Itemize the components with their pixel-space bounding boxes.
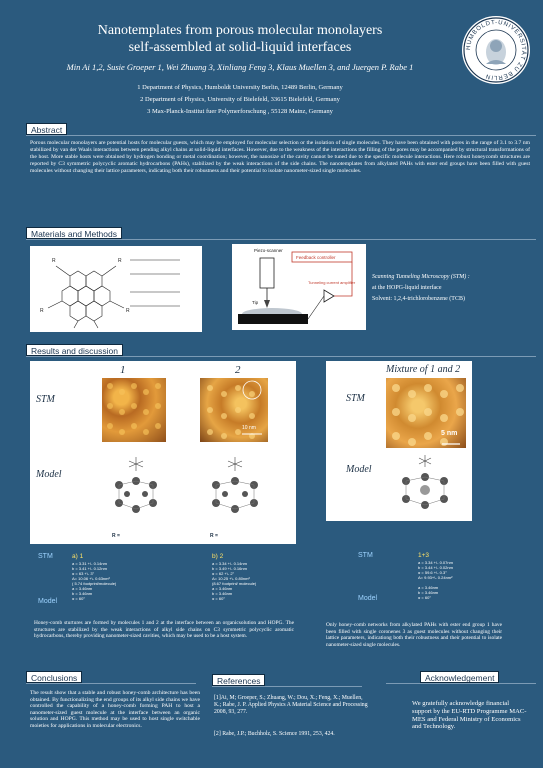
data-model-tag-1: Model bbox=[38, 598, 58, 605]
data3-b: b = 3.44 +\- 0.02nm bbox=[418, 565, 453, 570]
authors: Min Ai 1,2, Susie Groeper 1, Wei Zhuang 3, Xinliang Feng 3, Klaus Muellen 3, and Juergen P. Rabe 1 bbox=[66, 62, 414, 72]
data2-model-b: b = 3.46nm bbox=[212, 591, 233, 596]
data2-alpha: α = 62 +\- 2° bbox=[212, 571, 235, 576]
data1-footprint: ( 5.74 footprint/molecule) bbox=[72, 581, 117, 586]
acknowledgement-text: We gratefully acknowledge financial support by the EU-RTD Programme MAC-MES and Federal Ministry of Economics and Technology. bbox=[412, 700, 527, 731]
molecule-structures-image bbox=[30, 246, 202, 332]
svg-text:R: R bbox=[118, 258, 122, 264]
stm-method-line1: at the HOPG-liquid interface bbox=[372, 285, 442, 291]
stm-setup-diagram bbox=[232, 244, 366, 330]
piezo-label: Piezo-scanner bbox=[254, 248, 283, 253]
data1-area: A= 10.06 +\- 0.63nm² bbox=[72, 576, 110, 581]
conclusions-label: Conclusions bbox=[26, 671, 82, 683]
data2-model-alpha: α = 60° bbox=[212, 596, 225, 601]
data1-model-alpha: α = 60° bbox=[72, 596, 85, 601]
svg-text:R: R bbox=[40, 308, 44, 314]
data2-model-a: a = 3.46nm bbox=[212, 586, 233, 591]
data1-b: b = 3.41 +\- 0.12nm bbox=[72, 566, 107, 571]
r-formula-2: R = bbox=[210, 533, 218, 539]
data2-b: b = 3.49 +\- 0.16nm bbox=[212, 566, 247, 571]
results-caption-left: Honey-comb sturtures are formed by molecules 1 and 2 at the interface between an organicsolution and HOPG. The structures are stabilized by the weak interactions of alkyl side chains on C3 symmetric polycyclic aromatic hydrocarbons, thereby providing nanometer-sized cavities, which may be used to be a host system. bbox=[34, 620, 294, 640]
data-model-tag-3: Model bbox=[358, 595, 378, 602]
col-1-heading: 1 bbox=[120, 364, 126, 376]
data-stm-tag-3: STM bbox=[358, 552, 373, 559]
references-divider bbox=[212, 686, 362, 687]
stm-method-title: Scanning Tunneling Microscopy (STM) : bbox=[372, 274, 470, 280]
svg-text:R: R bbox=[126, 308, 130, 314]
results-card-right bbox=[326, 361, 472, 521]
model-image-2 bbox=[202, 453, 268, 527]
data3-model-a: a = 3.46nm bbox=[418, 585, 439, 590]
row-stm-label-right: STM bbox=[346, 393, 365, 404]
results-divider bbox=[26, 356, 536, 357]
current-label: Tunneling current amplifier bbox=[308, 280, 356, 285]
svg-text:R: R bbox=[52, 258, 56, 264]
affiliation-3: 3 Max-Planck-Institut fuer Polymerforschung , 55128 Mainz, Germany bbox=[147, 108, 333, 115]
data3-model-b: b = 3.46nm bbox=[418, 590, 439, 595]
model-image-1 bbox=[105, 453, 167, 527]
conclusions-text: The result show that a stable and robust honey-comb architecture has been obtained. By functionalizing the end groups of its alkyl side chains we have controlled the capability of a honey-comb forming PAH to host a nanometer-sized guest molecule at the interface between an organic solution and HOPG. This method may be used to host single switchable moieties for applications in molecular electronics. bbox=[30, 690, 200, 729]
data2-title: b) 2 bbox=[212, 553, 224, 560]
affiliation-1: 1 Department of Physics, Humboldt University Berlin, 12489 Berlin, Germany bbox=[137, 84, 343, 91]
title-line1: Nanotemplates from porous molecular monolayers bbox=[97, 23, 383, 38]
data2-footprint: (8.67 footprint/ molecule) bbox=[212, 581, 257, 586]
acknowledgement-divider bbox=[386, 683, 536, 684]
abstract-label: Abstract bbox=[26, 123, 67, 135]
stm-image-1 bbox=[102, 378, 166, 442]
university-seal-logo bbox=[462, 16, 530, 84]
data1-alpha: α = 63 +\- 3° bbox=[72, 571, 95, 576]
feedback-label: Feedback controller bbox=[296, 255, 336, 260]
methods-label: Materials and Methods bbox=[26, 227, 122, 239]
title-line2: self-assembled at solid-liquid interfaces bbox=[128, 40, 352, 55]
results-label: Results and discussion bbox=[26, 344, 123, 356]
references-label: References bbox=[212, 674, 265, 686]
row-stm-label: STM bbox=[36, 394, 55, 405]
data2-a: a = 3.34 +\- 0.14nm bbox=[212, 561, 247, 566]
col-3-heading: Mixture of 1 and 2 bbox=[386, 364, 461, 375]
poster-title bbox=[0, 22, 480, 56]
affiliation-2: 2 Department of Physics, University of Bielefeld, 33615 Bielefeld, Germany bbox=[140, 96, 340, 103]
data1-list bbox=[72, 561, 152, 601]
stm-image-mixture bbox=[386, 378, 466, 448]
col-2-heading: 2 bbox=[235, 364, 241, 376]
data1-title: a) 1 bbox=[72, 553, 84, 560]
data3-list bbox=[418, 560, 508, 600]
abstract-divider bbox=[26, 135, 536, 136]
acknowledgement-label: Acknowledgement bbox=[420, 671, 499, 683]
svg-text:HUMBOLDT-UNIVERSITÄT ZU BERLIN: HUMBOLDT-UNIVERSITÄT ZU BERLIN bbox=[465, 19, 527, 81]
reference-2: [2] Rabe, J.P.; Buchholz, S. Science 1991, 253, 424. bbox=[214, 731, 335, 737]
scale-bar-1: 10 nm bbox=[242, 425, 256, 431]
stm-method-text bbox=[372, 272, 532, 305]
stm-image-2 bbox=[200, 378, 268, 442]
data3-a: a = 3.34 +\- 0.07nm bbox=[418, 560, 453, 565]
results-card-left bbox=[30, 361, 296, 544]
data3-alpha: α = 59.6 +\- 0.3° bbox=[418, 570, 447, 575]
tip-label: Tip bbox=[252, 300, 259, 305]
data1-model-a: a = 3.46nm bbox=[72, 586, 93, 591]
conclusions-divider bbox=[26, 683, 196, 684]
data3-model-alpha: α = 60° bbox=[418, 595, 431, 600]
abstract-text: Porous molecular monolayers are potential hosts for molecular guests, which may be employed for molecular selection or the isolation of single molecules. They have been obtained with pores in the range of 3.1 to 3.7 nm stabilized by van der Waals interactions between pending alkyl chains at solid-liquid interfaces. However, due to the weakness of the interactions the filling of the pores may be accompanied by structural transformations of the host. More stable hosts were obtained by hydrogen bonding or metal coordination; however, the nanosize of the cavity cannot be tuned due to the specific molecule interactions. Here robust honeycomb structures are reported by C3 symmetric polycyclic aromatic hydrocarbons (PAHs), stabilized by the weak interactions of the side chains. The nanotemplates from alkylated PAHs with ester end groups have been filled with guest molecules without changing their lattice parameters, indicating both their robustness and their potential to isolate nanometer-sized single molecules. bbox=[30, 140, 530, 174]
data3-title: 1+3 bbox=[418, 552, 430, 559]
data2-area: A= 10.25 +\- 0.80nm² bbox=[212, 576, 250, 581]
model-image-mixture bbox=[392, 453, 458, 519]
row-model-label-right: Model bbox=[346, 464, 372, 475]
methods-divider bbox=[26, 239, 536, 240]
scale-bar-mixture: 5 nm bbox=[441, 430, 458, 437]
data1-a: a = 3.31 +\- 0.14nm bbox=[72, 561, 107, 566]
r-formula-1: R = bbox=[112, 533, 120, 539]
reference-1: [1]Ai, M; Groeper, S.; Zhuang, W.; Dou, X.; Feng, X.; Muellen, K.; Rabe, J. P. Applied Physics A Material Science and Processing 2008, 93, 277. bbox=[214, 695, 368, 715]
data2-list bbox=[212, 561, 292, 601]
stm-method-line2: Solvent: 1,2,4-trichlorobenzene (TCB) bbox=[372, 296, 465, 302]
data-stm-tag-1: STM bbox=[38, 553, 53, 560]
data3-area: A= 9.93+\- 0.24nm² bbox=[418, 575, 453, 580]
results-caption-right: Only honey-comb networks from alkylated PAHs with ester end group 1 have been filled with single coronenes 3 as guest molecules without changing their lattice parameters, indicationg both their robustness and their potential to isolate nanometer-sized single molecules. bbox=[326, 622, 502, 648]
row-model-label: Model bbox=[36, 469, 62, 480]
data1-model-b: b = 3.46nm bbox=[72, 591, 93, 596]
